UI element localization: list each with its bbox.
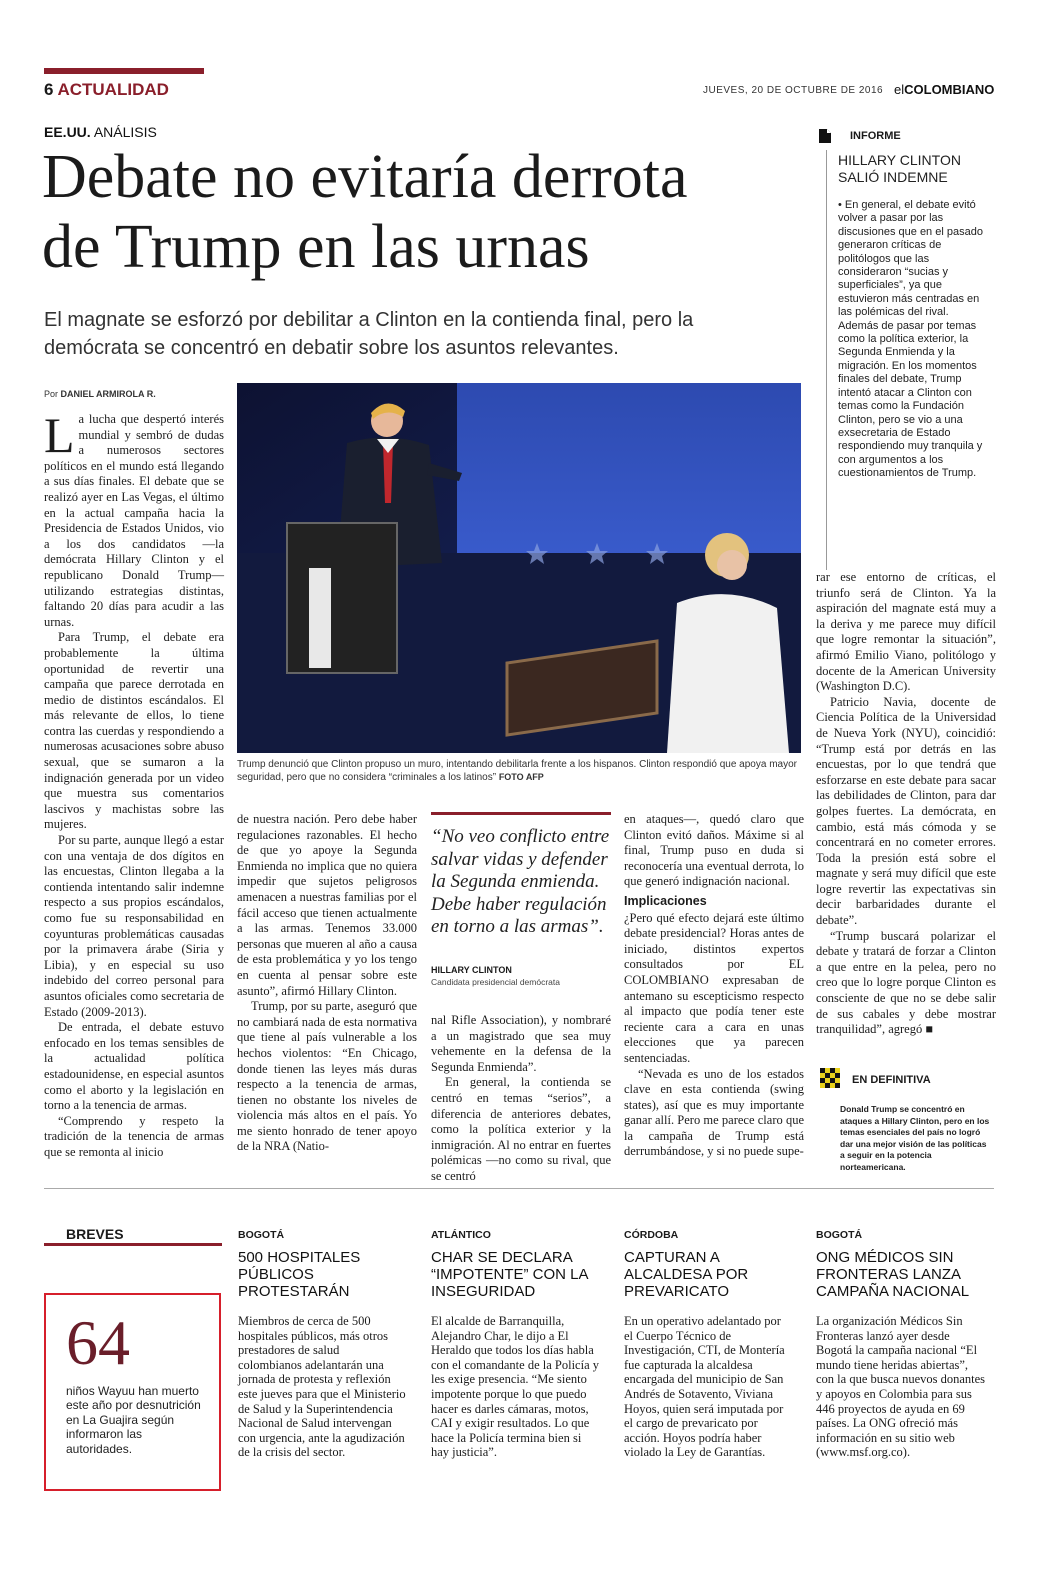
brief-place: BOGOTÁ: [816, 1229, 863, 1241]
section-divider: [44, 1188, 994, 1189]
brief-item: [431, 1229, 599, 1460]
article-paragraph-text: a lucha que despertó interés mundial y sembró de dudas a numerosos sectores políticos en el mundo está llegando a sus días finales. El debate que se realizó ayer en Las Vegas, el último en la actual campaña hacia la Presidencia de Estados Unidos, vio a los dos candidatos —la demócrata Hillary Clinton y el republicano Donald Trump— utilizando estrategias distintas, faltando 20 días para acudir a las urnas.: [44, 412, 224, 629]
brief-title: CHAR SE DECLARA “IMPOTENTE” CON LA INSEGURIDAD: [431, 1249, 588, 1300]
article-subhead: Implicaciones: [624, 893, 707, 908]
byline-name: DANIEL ARMIROLA R.: [60, 389, 156, 399]
article-paragraph: Por su parte, aunque llegó a estar con una ventaja de dos dígitos en las encuestas, Clinton llegaba a la contienda intentando salir indemne respecto a sus propios escándalos, como fue su responsabilidad en coyunturas problemáticas causadas por la primavera árabe (Siria y Libia), y en especial su uso indebido del correo personal para asuntos oficiales como secretaria de Estado (2009-2013).: [44, 833, 224, 1019]
paper-title: COLOMBIANO: [904, 82, 995, 97]
article-paragraph: de nuestra nación. Pero debe haber regulaciones razonables. El hecho de que yo apoye la Segunda Enmienda no implica que no quiera impedir que sujetos peligrosos amenacen a nuestras familias por el fácil acceso que tienen actualmente a las armas. Tenemos 33.000 personas que mueren al año a causa de esta problemática y yo los tengo en cuenta al pensar sobre este asunto”, afirmó Hillary Clinton.: [237, 812, 417, 998]
quote-author-role: Candidata presidencial demócrata: [431, 977, 560, 987]
brief-text: En un operativo adelantado por el Cuerpo Técnico de Investigación, CTI, de Montería fue capturada la alcaldesa encargada del municipio de San Andrés de Sotavento, Viviana Hoyos, quien será imputada por el cargo de prevaricato por acción. Hoyos podría haber violado la Ley de Garantías.: [624, 1314, 785, 1460]
definitiva-label: EN DEFINITIVA: [852, 1074, 931, 1086]
definitiva-text: Donald Trump se concentró en ataques a Hillary Clinton, pero en los temas esenciales del país no logró dar una mejor visión de las políticas a seguir en la potencia norteamericana.: [840, 1104, 990, 1172]
article-paragraph: [44, 407, 224, 630]
article-column-2: [237, 812, 417, 1155]
quote-rule: [431, 812, 611, 815]
article-paragraph: Para Trump, el debate era probablemente la última oportunidad de revertir una campaña que parece derrotada en medio de distintos escándalos. El más relevante de ellos, lo tiene contra las cuerdas y respondiendo a numerosas acusaciones sobre abuso sexual, que se sumaron a la indignación generada por un video que muestra sus comentarios lascivos y machistas sobre las mujeres.: [44, 630, 224, 832]
breves-rule: [44, 1243, 222, 1246]
brief-item: [816, 1229, 988, 1460]
drop-cap: L: [44, 407, 75, 463]
section-name: ACTUALIDAD: [57, 80, 169, 99]
page-number: 6: [44, 80, 54, 99]
photo-caption-text: Trump denunció que Clinton propuso un muro, intentando debilitarla frente a los hispanos. Clinton respondió que apoya mayor seguridad, pero que no considera “criminales a los latinos”: [237, 759, 797, 783]
stat-number: 64: [66, 1307, 130, 1378]
brief-title: ONG MÉDICOS SIN FRONTERAS LANZA CAMPAÑA NACIONAL: [816, 1249, 970, 1300]
brief-title: CAPTURAN A ALCALDESA POR PREVARICATO: [624, 1249, 749, 1300]
brief-text: La organización Médicos Sin Fronteras lanzó ayer desde Bogotá la campaña nacional “El mundo tiene heridas abiertas”, con la que busca nuevos donantes y apoyos en Colombia para sus 446 proyectos de ayuda en 69 países. La ONG ofreció más información en su sitio web (www.msf.org.co).: [816, 1314, 986, 1460]
headline-line-1: Debate no evitaría derrota: [42, 143, 688, 211]
article-column-3: [431, 1013, 611, 1185]
photo-credit: FOTO AFP: [498, 772, 544, 782]
paper-name: [894, 82, 994, 97]
sidebar-text: • En general, el debate evitó volver a pasar por las discusiones que en el pasado generaron críticas de politólogos que las consideraron “sucias y superficiales”, ya que estuvieron más centradas en las polémicas del rival. Además de pasar por temas como la política exterior, la Segunda Enmienda y la migración. En los momentos finales del debate, Trump intentó atacar a Clinton con temas como la Fundación Clinton, pero se vio a una exsecretaria de Estado respondiendo muy tranquila y con argumentos a los cuestionamientos de Trump.: [838, 199, 983, 480]
photo-caption: [237, 758, 801, 784]
sidebar-label: INFORME: [850, 130, 901, 142]
document-icon: [818, 128, 832, 144]
article-column-4: [624, 812, 804, 1160]
article-paragraph: De entrada, el debate estuvo enfocado en los temas sensibles de la actualidad política estadounidense, en especial asuntos como el aborto y la legislación en torno a la tenencia de armas.: [44, 1020, 224, 1113]
kicker-rest: ANÁLISIS: [93, 124, 157, 140]
stat-text: niños Wayuu han muerto este año por desnutrición en La Guajira según informaron las autoridades.: [66, 1384, 201, 1456]
article-column-1: [44, 407, 224, 1161]
paper-prefix: el: [894, 82, 905, 97]
article-paragraph: Trump, por su parte, aseguró que no cambiará nada de esta normativa que tiene al país vulnerable a los hechos violentos: “En Chicago, donde tienen las leyes más duras respecto a la tenencia de armas, tienen no obstante los niveles de violencia más altos en el país. Yo me siento honrado de tener apoyo de la NRA (Natio-: [237, 999, 417, 1154]
headline-line-2: de Trump en las urnas: [42, 213, 590, 281]
article-paragraph: Patricio Navia, docente de Ciencia Política de la Universidad de Nueva York (NYU), coincidió: “Trump está por detrás en las encuestas, por lo que tendrá que esforzarse en este debate para sacar las debilidades de Clinton, para dar golpes fuertes. La demócrata, en cambio, está más cómoda y se concentrará en no cometer errores. Toda la presión está sobre el magnate y será muy difícil que este logre revertir las expectativas sin decir barbaridades durante el debate”.: [816, 694, 996, 928]
page-number-section: [44, 80, 169, 100]
debate-photo-illustration: [237, 383, 801, 753]
section-color-bar: [44, 68, 204, 74]
sidebar-headline: HILLARY CLINTON SALIÓ INDEMNE: [838, 152, 961, 185]
deck: [44, 306, 804, 362]
article-paragraph: nal Rifle Association), y nombraré a un magistrado que sea muy vehemente en la defensa de la Segunda Enmienda”.: [431, 1013, 611, 1074]
brief-item: [238, 1229, 406, 1460]
article-paragraph: “Trump buscará polarizar el debate y tratará de forzar a Clinton a que entre en la pelea, pero no creo que lo logre porque Clinton es consciente de que no se debe salir de sus cabales y debe mostrar tranquilidad”, agregó ■: [816, 928, 996, 1037]
brief-place: BOGOTÁ: [238, 1229, 285, 1241]
brief-place: CÓRDOBA: [624, 1229, 679, 1241]
debate-photo: [237, 383, 801, 753]
article-paragraph: “Nevada es uno de los estados clave en esta contienda (swing states), así que es muy importante ganar allí. Pero me parece claro que la campaña de Trump está derrumbándose, y si no puede supe-: [624, 1066, 804, 1159]
dateline: JUEVES, 20 DE OCTUBRE DE 2016: [703, 85, 884, 96]
byline-prefix: Por: [44, 389, 59, 399]
article-paragraph: En general, la contienda se centró en temas “serios”, a diferencia de anteriores debates, como la política exterior y la inmigración. Al no entrar en fuertes polémicas —no como su rival, que se centró: [431, 1075, 611, 1183]
brief-item: [624, 1229, 792, 1460]
sidebar-rule: [826, 150, 827, 570]
brief-text: El alcalde de Barranquilla, Alejandro Char, le dijo a El Heraldo que todos los días habla con el comandante de la Policía y les exige presencia. “Me siento impotente porque lo que puedo hacer es darles cámaras, motos, CAI y exigir resultados. Lo que hace la Policía termina bien si hay justicia”.: [431, 1314, 599, 1460]
article-paragraph: “Comprendo y respeto la tradición de la tenencia de armas que se remonta al inicio: [44, 1113, 224, 1159]
breves-label: BREVES: [66, 1226, 124, 1242]
brief-text: Miembros de cerca de 500 hospitales públicos, más otros prestadores de salud colombianos adelantarán una jornada de protesta y reflexión este jueves para que el Ministerio de Salud y la Superintendencia Nacional de Salud intervengan con urgencia, ante la agudización de la crisis del sector.: [238, 1314, 406, 1460]
deck-line-1: El magnate se esforzó por debilitar a Clinton en la contienda final, pero la: [44, 309, 694, 331]
pull-quote: “No veo conflicto entre salvar vidas y defender la Segunda enmienda. Debe haber regulación en torno a las armas”.: [431, 826, 610, 937]
article-paragraph: ¿Pero qué efecto dejará este último debate presidencial? Horas antes de iniciado, distintos expertos consultados por EL COLOMBIANO expresaban de antemano su escepticismo respecto al impacto que podía tener este reciente cara a cara en unas elecciones que ya parecen sentenciadas.: [624, 910, 804, 1065]
article-paragraph: rar ese entorno de críticas, el triunfo será de Clinton. Ya la aspiración del magnate está muy a la deriva y me parece muy difícil que logre remontar la situación”, afirmó Emilio Viano, politólogo y docente de la American University (Washington D.C).: [816, 570, 996, 694]
deck-line-2: demócrata se concentró en debatir sobre los asuntos relevantes.: [44, 337, 619, 359]
article-column-5: [816, 570, 996, 1038]
headline: [42, 142, 812, 282]
quote-author: HILLARY CLINTON: [431, 965, 512, 975]
article-paragraph: en ataques—, quedó claro que Clinton evitó daños. Máxime si al final, Trump puso en duda si reconocería una eventual derrota, lo que generó indignación nacional.: [624, 812, 804, 889]
kicker: [44, 124, 157, 140]
brief-place: ATLÁNTICO: [431, 1229, 491, 1241]
kicker-bold: EE.UU.: [44, 124, 91, 140]
byline: [44, 389, 156, 399]
brief-title: 500 HOSPITALES PÚBLICOS PROTESTARÁN: [238, 1249, 361, 1300]
checkered-icon: [820, 1068, 840, 1088]
